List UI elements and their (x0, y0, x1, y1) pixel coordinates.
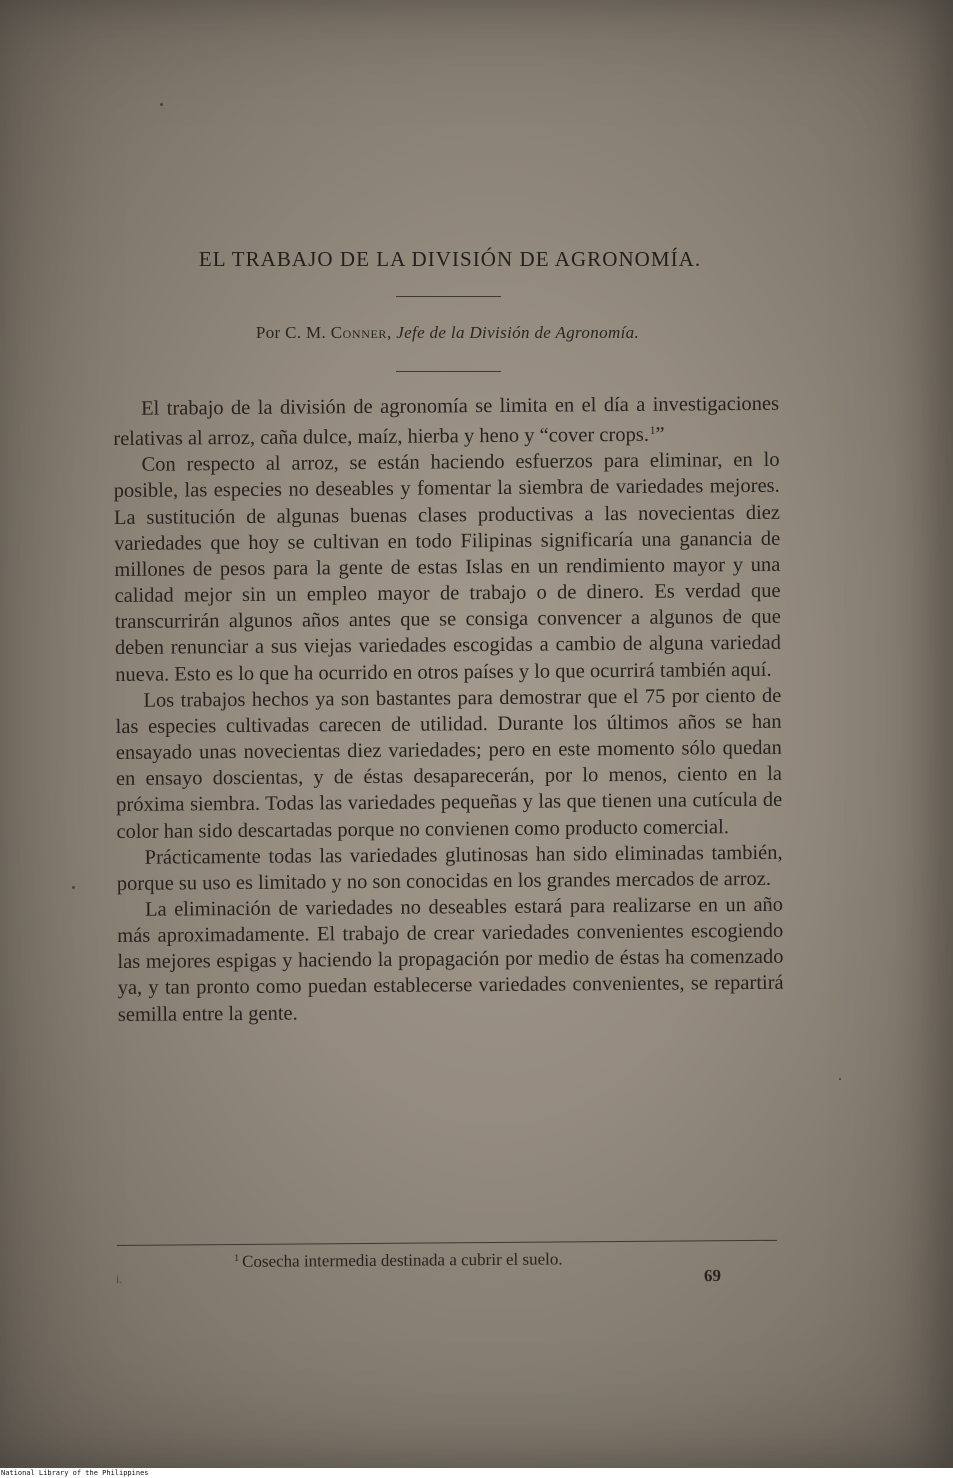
footnote-text: Cosecha intermedia destinada a cubrir el suelo. (241, 1249, 563, 1271)
paragraph-3: Los trabajos hechos ya son bastantes para demostrar que el 75 por ciento de las especies cultivadas carecen de utilidad. Durante los últimos años se han ensayado unas novecientas diez variedades; pero en este momento sólo quedan en ensayo doscientas, y de éstas desaparecerán, por lo menos, ciento en la próxima siembra. Todas las variedades pequeñas y las que tienen una cutícula de color han sido descartadas porque no convienen como producto comercial. (115, 684, 783, 843)
paper-speck (72, 886, 75, 889)
footnote-divider (117, 1240, 777, 1246)
paragraph-4: Prácticamente todas las variedades glutinosas han sido eliminadas también, porque su uso es limitado y no son conocidas en los grandes mercados de arroz. (116, 841, 783, 895)
library-watermark: National Library of the Philippines (0, 1468, 953, 1478)
author-byline (205, 323, 690, 343)
paragraph-2: Con respecto al arroz, se están haciendo esfuerzos para eliminar, en lo posible, las especies no deseables y fomentar la siembra de variedades mejores. La sustitución de algunas buenas clases productivas a las novecientas diez variedades que hoy se cultivan en todo Filipinas significaría una ganancia de millones de pesos para la gente de estas Islas en un rendimiento mayor y una calidad mejor sin un empleo mayor de trabajo o de dinero. Es verdad que transcurrirán algunos años antes que se consiga convencer a algunos de que deben renunciar a sus viejas variedades escogidas a cambio de alguna variedad nueva. Esto es lo que ha ocurrido en otros países y lo que ocurrirá también aquí. (113, 449, 782, 686)
paragraph-5: La eliminación de variedades no deseables estará para realizarse en un año más aproximadamente. El trabajo de crear variedades convenientes escogiendo las mejores espigas y haciendo la propagación por medio de éstas ha comenzado ya, y tan pronto como puedan establecerse variedades convenientes, se repartirá semilla entre la gente. (117, 893, 784, 1026)
marginal-mark: i. (116, 1272, 123, 1286)
footnote-reference: 1 (649, 424, 656, 437)
article-body (113, 391, 784, 1028)
byline-prefix: Por C. M. (255, 323, 331, 342)
title-divider (396, 296, 501, 297)
paper-speck (839, 1078, 841, 1080)
byline-separator: , (387, 323, 397, 342)
author-position: Jefe de la División de Agronomía. (396, 323, 640, 342)
article-title: EL TRABAJO DE LA DIVISIÓN DE AGRONOMÍA. (198, 247, 702, 271)
author-name: Conner (330, 323, 387, 342)
paragraph-1-text: El trabajo de la división de agronomía se limita en el día a investigaciones relativas al arroz, caña dulce, maíz, hierba y heno y “cover crops. (113, 392, 780, 451)
footnote-mark: 1 (234, 1252, 240, 1264)
footnote (234, 1249, 563, 1272)
page-number: 69 (703, 1265, 722, 1286)
paper-speck (160, 103, 163, 106)
paragraph-1 (113, 391, 779, 453)
paragraph-1-closing-quote: ” (655, 423, 665, 446)
byline-divider (396, 371, 501, 372)
